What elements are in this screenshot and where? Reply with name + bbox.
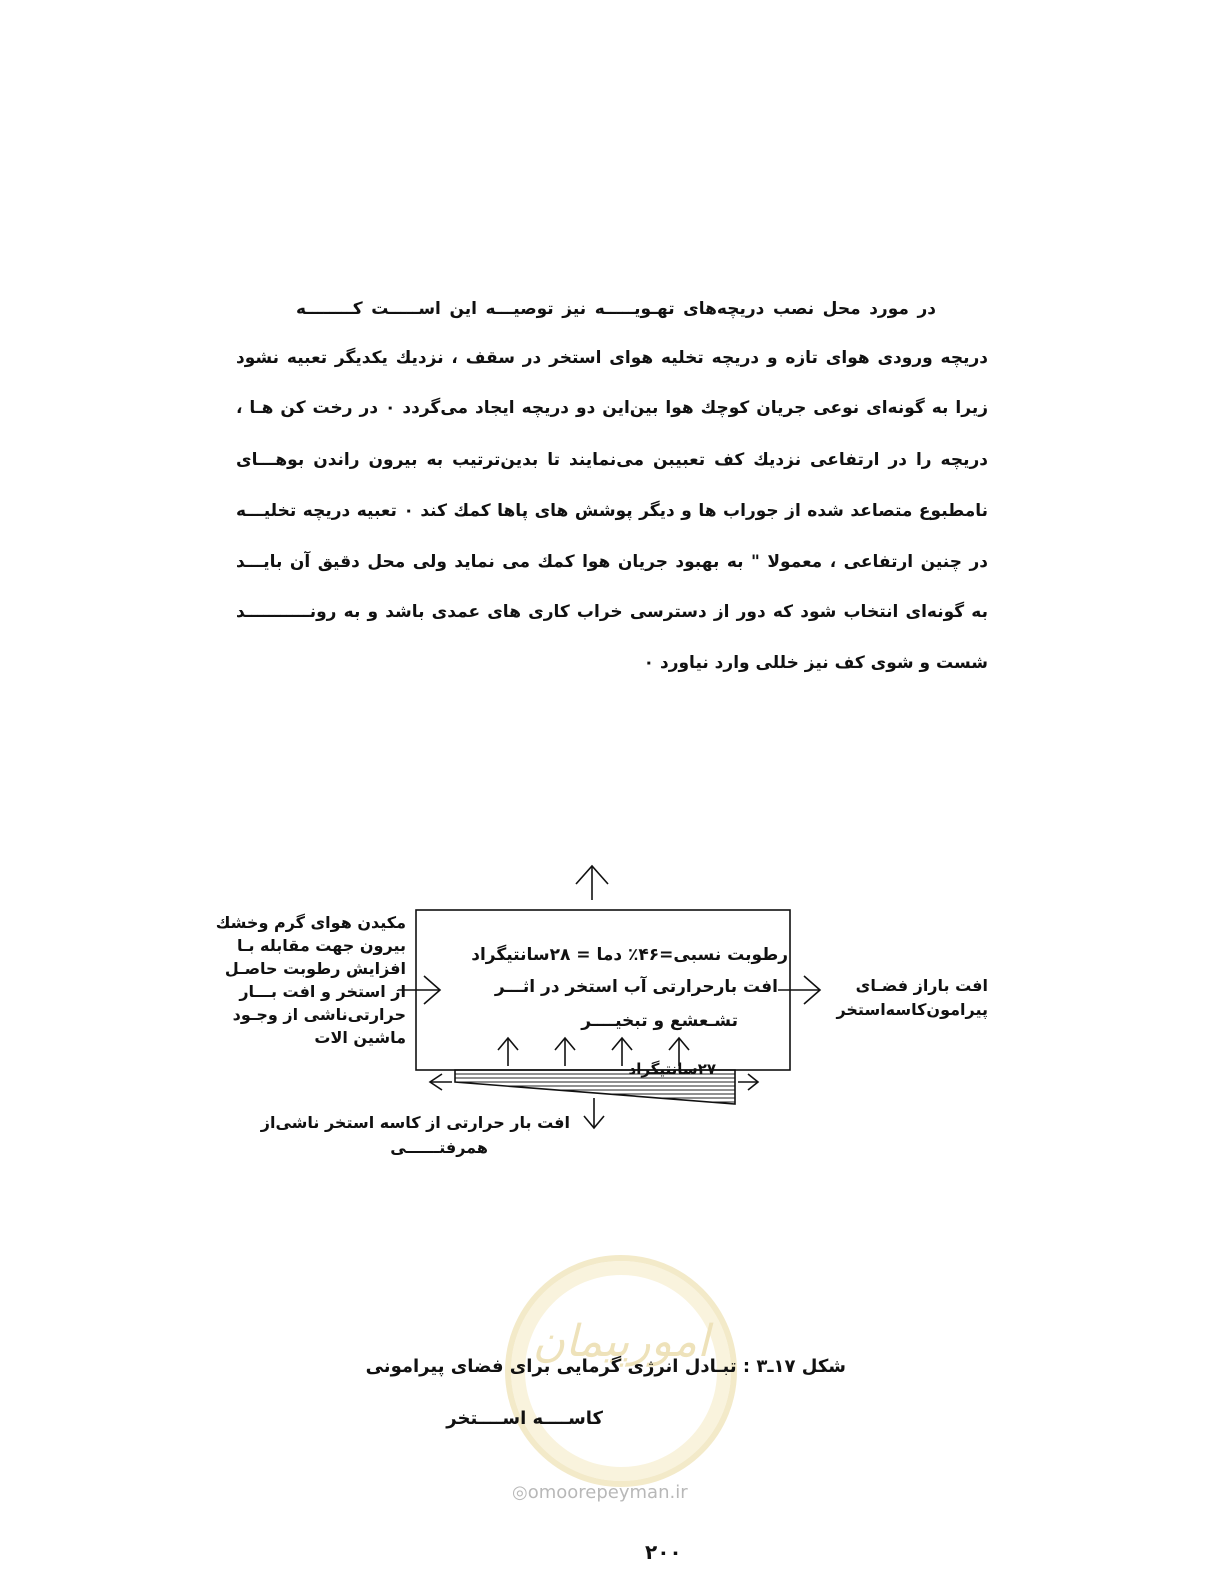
watermark-logo-text: امورپیمان	[532, 1316, 710, 1367]
paragraph-line: دریچه را در ارتفاعی نزدیك کف تعبیبن می‌نمایند تا بدین‌ترتیب به بیرون راندن بوهـــای	[236, 450, 988, 470]
up-arrow-icon	[555, 1038, 575, 1066]
surrounding-loss-label-line: افت باراز فضـای	[855, 976, 988, 995]
paragraph-line: در مورد محل نصب دریچه‌های تهـویـــــه نیز توصیـــه این اســـــت کــــــــه	[296, 299, 936, 319]
paragraph-line: دریچه ورودی هوای تازه و دریچه تخلیه هوای استخر در سقف ، نزدیك یکدیگر تعبیه نشود	[236, 348, 988, 368]
water-temperature-label: ۲۷سانتیگراد	[628, 1060, 716, 1078]
exhaust-air-label-line: ماشین الات	[314, 1028, 406, 1047]
exhaust-air-label-line: مکیدن هوای گرم وخشك	[215, 913, 406, 932]
left-arrow-icon	[430, 1074, 452, 1090]
room-conditions-label: رطوبت نسبی=۴۶٪ دما = ۲۸سانتیگراد	[471, 945, 788, 965]
exhaust-air-label-line: حرارتی‌ناشی از وجـود	[232, 1005, 406, 1024]
right-arrow-icon	[738, 1074, 758, 1090]
paragraph-line: زیرا به گونه‌ای نوعی جریان کوچك هوا بین‌این دو دریچه ایجاد می‌گردد ٠ در رخت کن هـا ،	[236, 398, 988, 418]
paragraph-line: نامطبوع متصاعد شده از جوراب ها و دیگر پوشش های پاها کمك کند ٠ تعبیه دریچه تخلیـــه	[236, 501, 988, 521]
exhaust-air-label-line: از استخر و افت بـــار	[239, 982, 406, 1001]
paragraph-line: شست و شوی کف نیز خللی وارد نیاورد ٠	[643, 653, 988, 673]
convection-loss-label-line: افت بار حرارتی از کاسه استخر ناشی‌از	[260, 1113, 570, 1132]
up-arrow-icon	[498, 1038, 518, 1066]
radiation-evaporation-label: تشـعشع و تبخیــــر	[581, 1011, 738, 1031]
down-arrow-icon	[584, 1098, 604, 1128]
watermark-url	[512, 1482, 688, 1503]
paragraph-line: به گونه‌ای انتخاب شود که دور از دسترسی خراب کاری های عمدی باشد و به رونـــــــــــد	[236, 602, 988, 622]
watermark-url-text: omoorepeyman.ir	[527, 1482, 688, 1503]
surrounding-loss-label-line: پیرامون‌کاسه‌استخر	[836, 1000, 988, 1019]
paragraph-line: در چنین ارتفاعی ، معمولا " به بهبود جریان هوا کمك می نماید ولی محل دقیق آن بایـــد	[236, 552, 988, 572]
convection-loss-label-line: همرفتــــــی	[390, 1138, 488, 1157]
exhaust-air-label-line: افزایش رطوبت حاصـل	[224, 959, 406, 978]
water-heat-loss-label: افت بارحرارتی آب استخر در اثـــر	[494, 977, 778, 997]
right-arrow-icon	[778, 976, 820, 1004]
figure-caption: شکل ۱۷ـ۳ : تبـادل انرژی گرمایی برای فضای پیرامونی	[365, 1356, 846, 1377]
up-arrow-icon	[576, 866, 608, 900]
page-number: ٢٠٠	[645, 1540, 682, 1564]
exhaust-air-label-line: بیرون جهت مقابله بـا	[237, 936, 406, 955]
globe-icon: ◎	[512, 1482, 528, 1503]
figure-caption-line2: کاســــه اســــتخر	[446, 1408, 603, 1429]
